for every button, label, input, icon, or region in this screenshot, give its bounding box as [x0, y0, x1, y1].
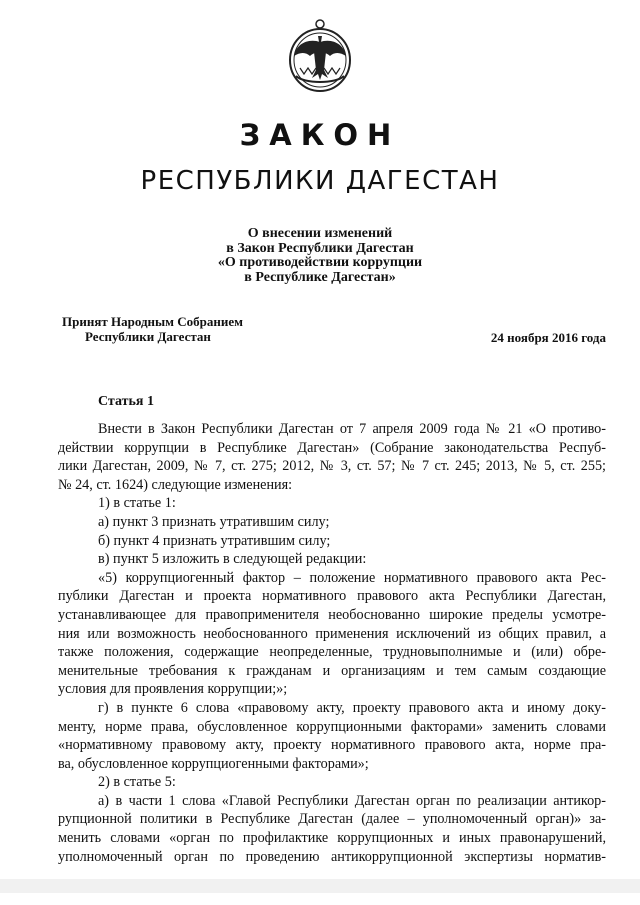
body-line: менить словами «орган по профилактике коррупционных и иных правонарушений, [58, 830, 606, 847]
body-line: лики Дагестан, 2009, № 7, ст. 275; 2012, № 3, ст. 57; № 7 ст. 245; 2013, № 5, ст. 255; [58, 458, 606, 475]
body-line: 2) в статье 5: [98, 774, 176, 791]
body-line: действии коррупции в Республике Дагестан» (Собрание законодательства Респуб- [58, 439, 606, 456]
coat-of-arms-emblem [274, 18, 366, 94]
body-line: рупционной политики в Республике Дагестан (далее – уполномоченный орган)» за- [58, 811, 606, 828]
body-line: Внести в Закон Республики Дагестан от 7 апреля 2009 года № 21 «О противо- [98, 421, 606, 437]
body-line: № 24, ст. 1624) следующие изменения: [58, 476, 293, 493]
body-line: 1) в статье 1: [98, 495, 176, 512]
law-heading [170, 227, 470, 285]
body-line: ния или возможность необоснованного применения исключений из общих правил, а [58, 625, 606, 642]
republic-title: РЕСПУБЛИКИ ДАГЕСТАН [140, 166, 500, 196]
body-line: г) в пункте 6 слова «правовому акту, проекту правового акта и иному доку- [98, 699, 606, 716]
adopted-line: Принят Народным Собранием [62, 314, 244, 329]
body-line: б) пункт 4 признать утратившим силу; [98, 532, 331, 549]
law-title: ЗАКОН [239, 118, 401, 152]
adopted-line: Республики Дагестан [85, 329, 211, 344]
body-line: условия для проявления коррупции;»; [58, 681, 288, 698]
heading-line: «О противодействии коррупции [217, 255, 423, 270]
body-line: менительные требования к гражданам и организациям и тем самым создающие [58, 662, 606, 679]
heading-line: в Республике Дагестан» [244, 269, 396, 285]
body-line: а) в части 1 слова «Главой Республики Дагестан орган по реализации антикор- [98, 792, 606, 809]
body-line: уполномоченный орган по проведению антикоррупционной экспертизы норматив- [58, 848, 606, 865]
body-line: менту, норме права, обусловленное коррупционными факторами» заменить словами [58, 718, 606, 735]
adopted-date: 24 ноября 2016 года [490, 330, 606, 345]
body-line: публики Дагестан и проекта нормативного правового акта Республики Дагестан, [58, 588, 606, 605]
article-title: Статья 1 [98, 394, 154, 409]
body-line: «нормативному правовому акту, проекту нормативного правового акта, норме пра- [58, 737, 606, 754]
article-body [58, 420, 606, 866]
adopted-by [62, 314, 243, 344]
page-bottom-edge [0, 879, 640, 893]
heading-line: О внесении изменений [247, 226, 393, 241]
body-line: также положения, содержащие неопределенные, трудновыполнимые и (или) обре- [58, 644, 606, 661]
body-line: а) пункт 3 признать утратившим силу; [98, 513, 330, 530]
body-line: в) пункт 5 изложить в следующей редакции: [98, 551, 367, 568]
body-line: устанавливающее для правоприменителя необоснованно широкие пределы усмотре- [58, 606, 606, 623]
body-line: ва, обусловленное коррупциогенными факторами»; [58, 755, 369, 772]
heading-line: в Закон Республики Дагестан [226, 240, 414, 256]
body-line: «5) коррупциогенный фактор – положение нормативного правового акта Рес- [98, 569, 606, 586]
